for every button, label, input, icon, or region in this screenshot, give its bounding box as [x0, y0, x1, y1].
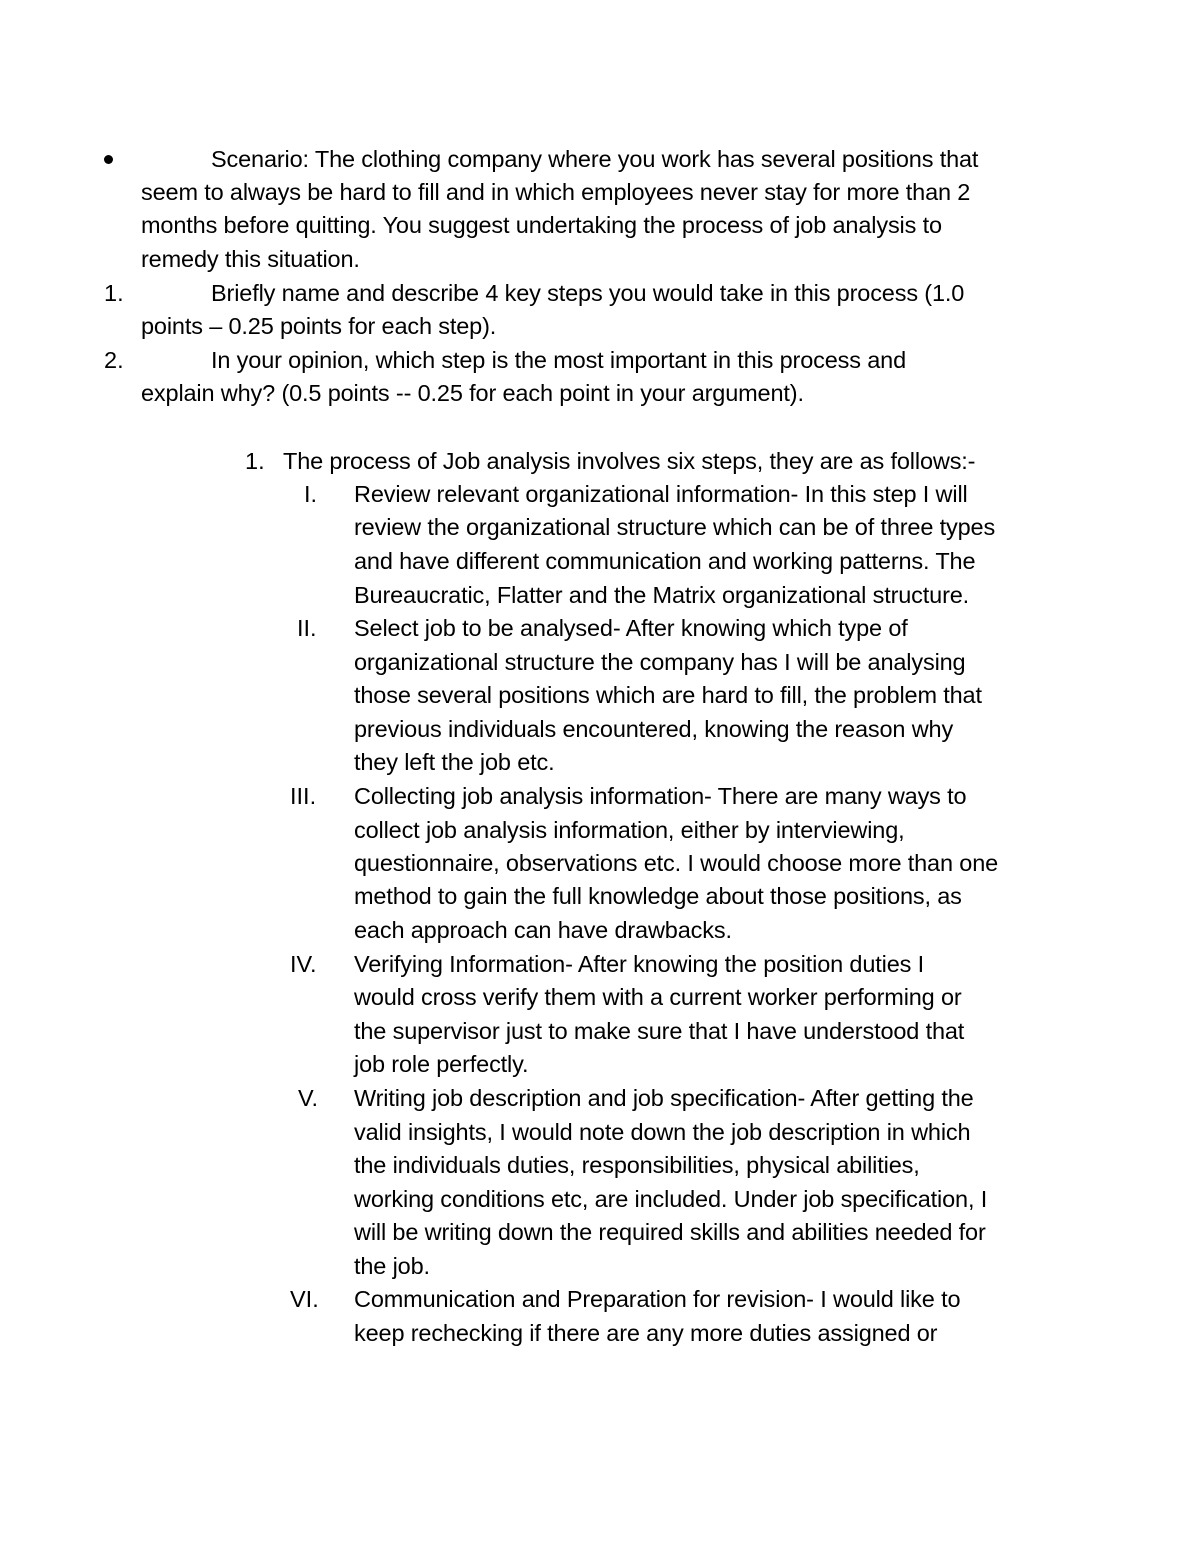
step-line: previous individuals encountered, knowing the reason why: [354, 716, 954, 742]
scenario-line: Scenario: The clothing company where you work has several positions that: [211, 146, 979, 172]
bullet-icon: [104, 155, 113, 164]
answer-number: 1.: [245, 448, 265, 474]
step-line: working conditions etc, are included. Under job specification, I: [354, 1186, 988, 1212]
step-line: and have different communication and working patterns. The: [354, 548, 976, 574]
step-marker: VI.: [290, 1286, 319, 1312]
step-line: keep rechecking if there are any more duties assigned or: [354, 1320, 938, 1346]
step-line: Bureaucratic, Flatter and the Matrix organizational structure.: [354, 582, 970, 608]
step-line: Communication and Preparation for revision- I would like to: [354, 1286, 961, 1312]
step-line: job role perfectly.: [354, 1051, 529, 1077]
step-marker: III.: [290, 783, 317, 809]
question-line: points – 0.25 points for each step).: [141, 313, 497, 339]
step-line: Verifying Information- After knowing the position duties I: [354, 951, 924, 977]
scenario-line: seem to always be hard to fill and in which employees never stay for more than 2: [141, 179, 971, 205]
step-line: Select job to be analysed- After knowing which type of: [354, 615, 908, 641]
step-marker: V.: [298, 1085, 319, 1111]
question-line: In your opinion, which step is the most important in this process and: [211, 347, 907, 373]
step-line: Review relevant organizational information- In this step I will: [354, 481, 968, 507]
step-line: the supervisor just to make sure that I have understood that: [354, 1018, 965, 1044]
question-line: explain why? (0.5 points -- 0.25 for each point in your argument).: [141, 380, 804, 406]
step-marker: I.: [304, 481, 318, 507]
step-line: each approach can have drawbacks.: [354, 917, 732, 943]
step-line: the individuals duties, responsibilities, physical abilities,: [354, 1152, 920, 1178]
step-line: those several positions which are hard to fill, the problem that: [354, 682, 982, 708]
step-line: review the organizational structure which can be of three types: [354, 514, 996, 540]
answer-intro: The process of Job analysis involves six steps, they are as follows:-: [283, 448, 976, 474]
question-line: Briefly name and describe 4 key steps you would take in this process (1.0: [211, 280, 965, 306]
step-marker: IV.: [290, 951, 317, 977]
step-marker: II.: [297, 615, 317, 641]
step-line: Writing job description and job specification- After getting the: [354, 1085, 974, 1111]
step-line: they left the job etc.: [354, 749, 555, 775]
scenario-line: remedy this situation.: [141, 246, 360, 272]
question-number: 2.: [104, 347, 124, 373]
step-line: organizational structure the company has I will be analysing: [354, 649, 966, 675]
step-line: valid insights, I would note down the job description in which: [354, 1119, 971, 1145]
step-line: would cross verify them with a current worker performing or: [354, 984, 962, 1010]
step-line: collect job analysis information, either by interviewing,: [354, 817, 905, 843]
scenario-line: months before quitting. You suggest undertaking the process of job analysis to: [141, 212, 942, 238]
step-line: method to gain the full knowledge about those positions, as: [354, 883, 962, 909]
step-line: questionnaire, observations etc. I would choose more than one: [354, 850, 999, 876]
step-line: Collecting job analysis information- There are many ways to: [354, 783, 967, 809]
step-line: will be writing down the required skills and abilities needed for: [354, 1219, 986, 1245]
question-number: 1.: [104, 280, 124, 306]
step-line: the job.: [354, 1253, 430, 1279]
